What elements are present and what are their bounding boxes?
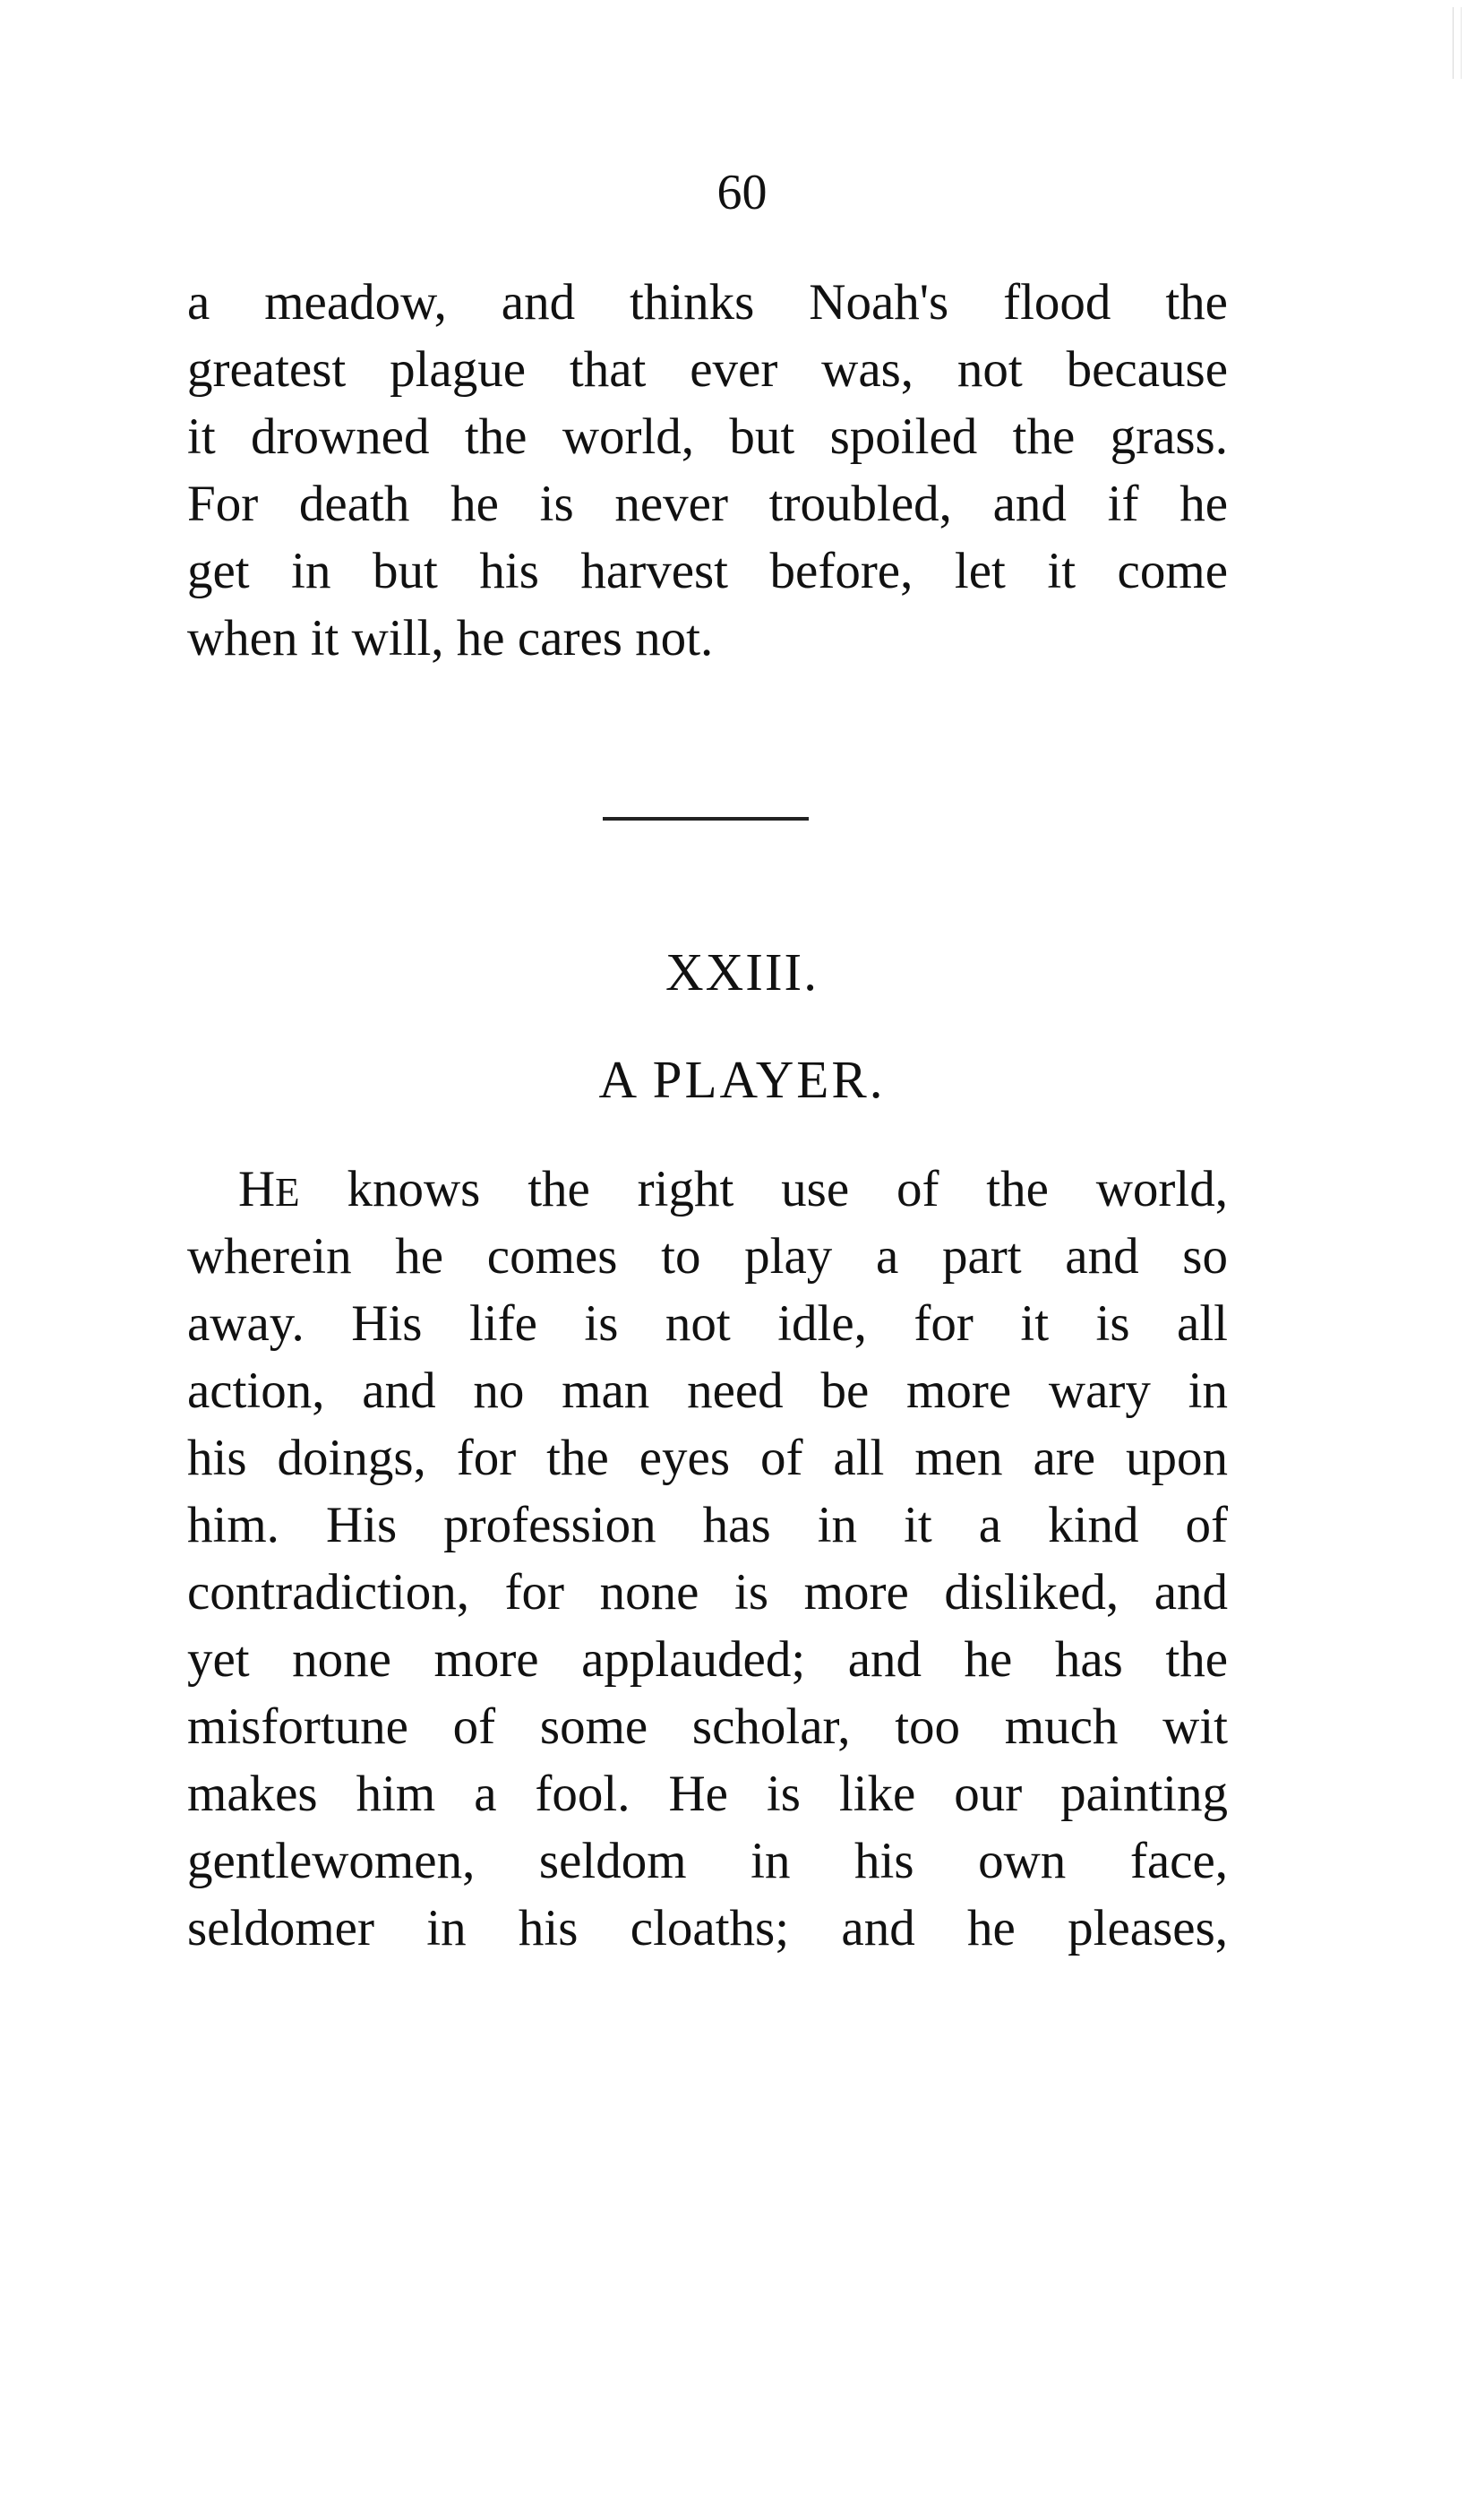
chapter-title: A PLAYER. (598, 1050, 886, 1109)
scan-edge-mark (1453, 7, 1462, 79)
text-line: it drowned the world, but spoiled the grass. (187, 408, 1228, 465)
text-line: action, and no man need be more wary in (187, 1363, 1228, 1419)
text-line: gentlewomen, seldom in his own face, (187, 1833, 1228, 1889)
text-line: seldomer in his cloaths; and he pleases, (187, 1900, 1228, 1956)
text-line: away. His life is not idle, for it is all (187, 1295, 1228, 1352)
text-line: his doings, for the eyes of all men are upon (187, 1430, 1228, 1486)
first-text-line (187, 1156, 1228, 1223)
text-line: yet none more applauded; and he has the (187, 1631, 1228, 1688)
text-line: makes him a fool. He is like our painting (187, 1766, 1228, 1822)
page-number: 60 (716, 165, 768, 220)
section-divider (603, 817, 809, 821)
first-line-text: knows the right use of the world, (299, 1161, 1228, 1217)
chapter-number: XXIII. (665, 942, 819, 1002)
main-paragraph (187, 1156, 1228, 1962)
text-line: For death he is never troubled, and if he (187, 476, 1228, 532)
text-line: a meadow, and thinks Noah's flood the (187, 274, 1228, 331)
drop-initial: H (238, 1161, 276, 1217)
continued-paragraph (187, 269, 1228, 672)
text-line: get in but his harvest before, let it come (187, 543, 1228, 599)
text-line: misfortune of some scholar, too much wit (187, 1698, 1228, 1755)
smallcaps-letter: E (275, 1170, 300, 1215)
text-line: greatest plague that ever was, not because (187, 341, 1228, 398)
text-line: contradiction, for none is more disliked, and (187, 1564, 1228, 1621)
text-line: wherein he comes to play a part and so (187, 1228, 1228, 1285)
text-line: him. His profession has in it a kind of (187, 1497, 1228, 1553)
text-line: when it will, he cares not. (187, 610, 714, 666)
